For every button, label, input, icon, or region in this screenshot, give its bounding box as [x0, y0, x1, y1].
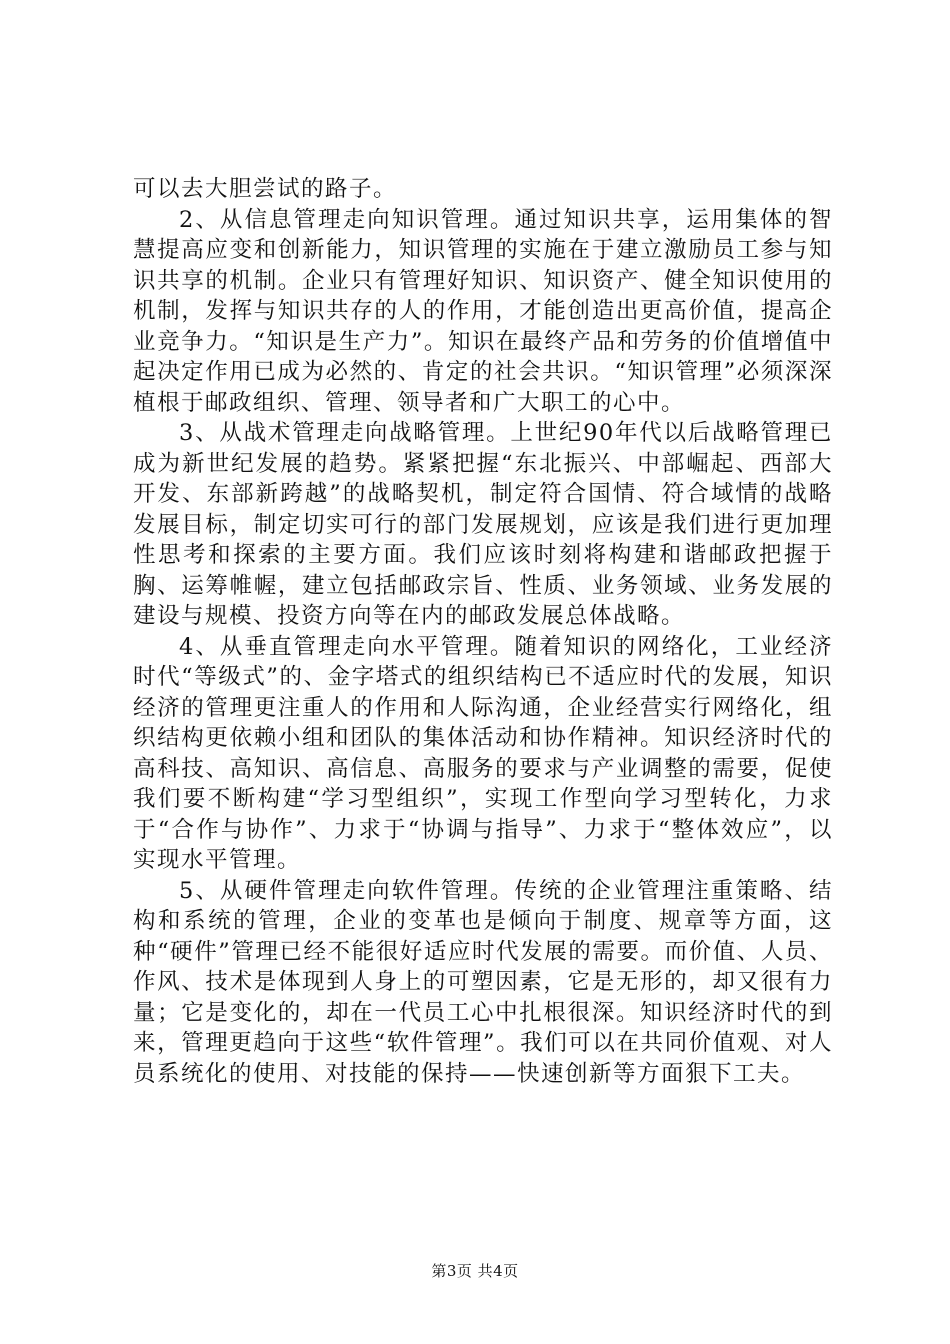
paragraph-strategic-management: 3、从战术管理走向战略管理。上世纪90年代以后战略管理已成为新世纪发展的趋势。紧紧把握“东北振兴、中部崛起、西部大开发、东部新跨越”的战略契机，制定符合国情、符合域情的战略发展目标，制定切实可行的部门发展规划，应该是我们进行更加理性思考和探索的主要方面。我们应该时刻将构建和谐邮政把握于胸、运筹帷幄，建立包括邮政宗旨、性质、业务领域、业务发展的建设与规模、投资方向等在内的邮政发展总体战略。 [133, 420, 833, 629]
page-number-footer: 第3页 共4页 [431, 1262, 519, 1280]
paragraph-knowledge-management: 2、从信息管理走向知识管理。通过知识共享，运用集体的智慧提高应变和创新能力，知识管理的实施在于建立激励员工参与知识共享的机制。企业只有管理好知识、知识资产、健全知识使用的机制，发挥与知识共存的人的作用，才能创造出更高价值，提高企业竞争力。“知识是生产力”。知识在最终产品和劳务的价值增值中起决定作用已成为必然的、肯定的社会共识。“知识管理”必须深深植根于邮政组织、管理、领导者和广大职工的心中。 [133, 206, 833, 416]
document-body [133, 174, 833, 1089]
paragraph-horizontal-management: 4、从垂直管理走向水平管理。随着知识的网络化，工业经济时代“等级式”的、金字塔式的组织结构已不适应时代的发展，知识经济的管理更注重人的作用和人际沟通，企业经营实行网络化，组织结构更依赖小组和团队的集体活动和协作精神。知识经济时代的高科技、高知识、高信息、高服务的要求与产业调整的需要，促使我们要不断构建“学习型组织”，实现工作型向学习型转化，力求于“合作与协作”、力求于“协调与指导”、力求于“整体效应”，以实现水平管理。 [133, 633, 833, 873]
paragraph-software-management: 5、从硬件管理走向软件管理。传统的企业管理注重策略、结构和系统的管理，企业的变革也是倾向于制度、规章等方面，这种“硬件”管理已经不能很好适应时代发展的需要。而价值、人员、作风、技术是体现到人身上的可塑因素，它是无形的，却又很有力量；它是变化的，却在一代员工心中扎根很深。知识经济时代的到来，管理更趋向于这些“软件管理”。我们可以在共同价值观、对人员系统化的使用、对技能的保持——快速创新等方面狠下工夫。 [133, 877, 833, 1087]
paragraph-continuation: 可以去大胆尝试的路子。 [133, 176, 398, 202]
